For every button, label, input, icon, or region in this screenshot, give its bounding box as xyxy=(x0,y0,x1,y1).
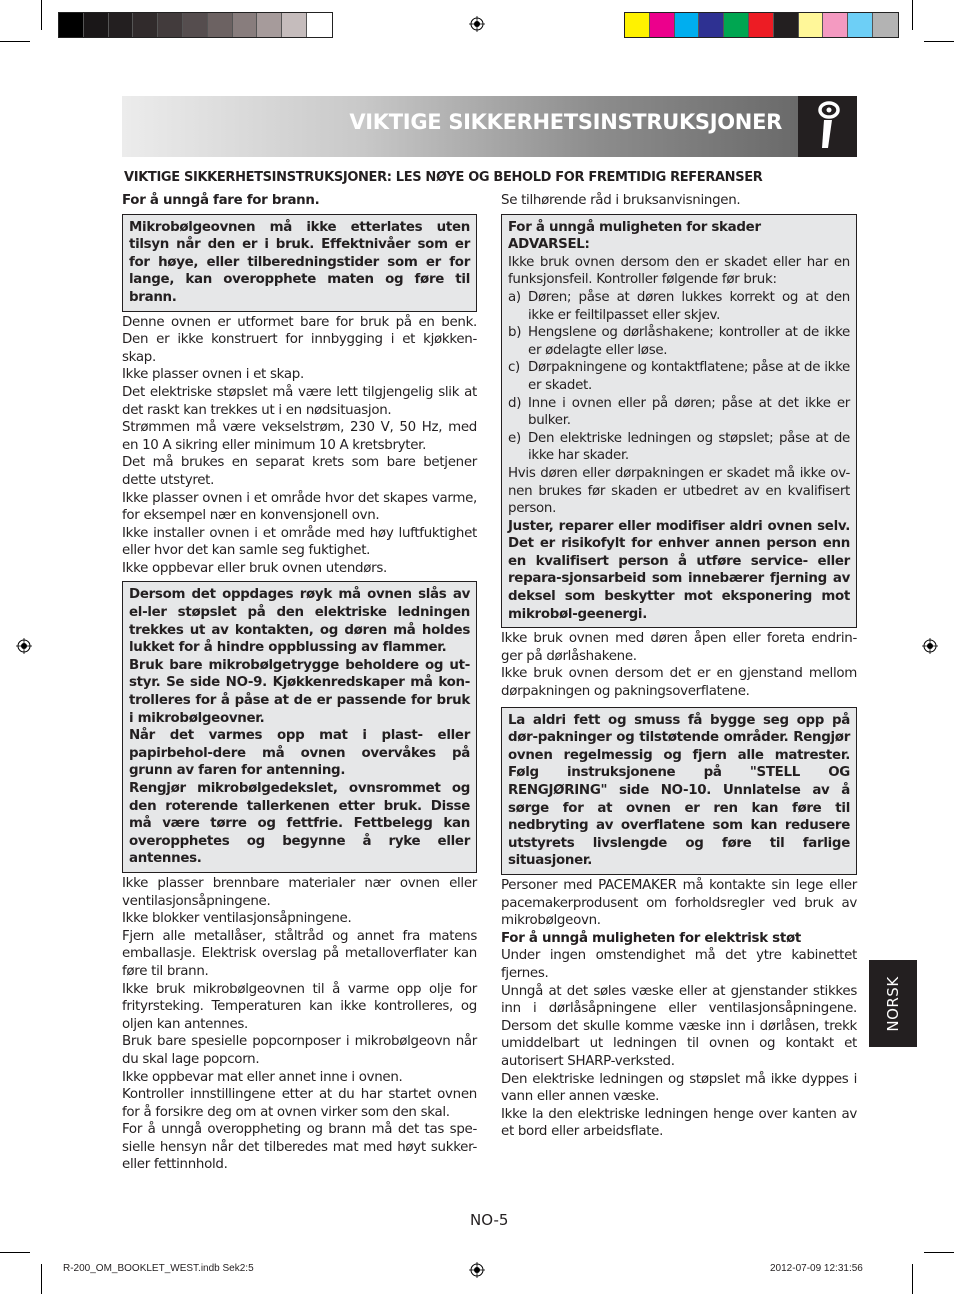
info-i-icon xyxy=(798,96,857,157)
color-swatch xyxy=(823,13,848,37)
paragraph: Ikke bruk mikrobølgeovnen til å varme opp olje for frityrsteking. Temperaturen kan ikke kontrolleres, og oljen kan antennes. xyxy=(122,981,477,1032)
crop-mark xyxy=(41,0,42,30)
paragraph: Strømmen må være vekselstrøm, 230 V, 50 Hz, med en 10 A sikring eller minimum 10 A kretsbryter. xyxy=(122,420,477,453)
fire-heading: For å unngå fare for brann. xyxy=(122,193,320,208)
paragraph: Kontroller innstillingene etter at du har startet ovnen for å forsikre deg om at ovnen virker som den skal. xyxy=(122,1087,477,1120)
paragraph: Ikke oppbevar eller bruk ovnen utendørs. xyxy=(122,560,387,576)
paragraph: Fjern alle metallåser, ståltråd og annet fra matens emballasje. Elektrisk overslag på metalloverflater kan føre til brann. xyxy=(122,928,477,979)
paragraph: Ikke bruk ovnen med døren åpen eller foreta endrin-ger på dørlåshakene. xyxy=(501,631,857,664)
color-swatch xyxy=(307,13,332,37)
list-text: Den elektriske ledningen og støpslet; påse at de ikke har skader. xyxy=(528,430,850,464)
paragraph: Ikke plasser ovnen i et skap. xyxy=(122,367,304,383)
paragraph: Bruk bare spesielle popcornposer i mikrobølgeovn når du skal lage popcorn. xyxy=(122,1034,477,1067)
document-subheading: VIKTIGE SIKKERHETSINSTRUKSJONER: LES NØYE OG BEHOLD FOR FREMTIDIG REFERANSER xyxy=(124,170,763,185)
box-bold-paragraph: Juster, reparer eller modifiser aldri ovnen selv. Det er risikofylt for enhver annen person enn en kvalifisert person å utføre service- eller repara-sjonsarbeid som innebærer fjerning av deksel som beskytter mot eksponering mot mikrobøl-geenergi. xyxy=(508,518,850,622)
list-item xyxy=(508,359,850,394)
list-label: c) xyxy=(508,360,520,376)
paragraph: Ikke blokker ventilasjonsåpningene. xyxy=(122,911,352,927)
color-swatch xyxy=(257,13,282,37)
warning-label: ADVARSEL: xyxy=(508,237,590,253)
color-swatch xyxy=(799,13,824,37)
registration-mark-icon xyxy=(469,1262,485,1278)
crop-mark xyxy=(41,1264,42,1294)
list-label: a) xyxy=(508,289,521,305)
crop-mark xyxy=(912,1264,913,1294)
paragraph: Det elektriske støpslet må være lett tilgjengelig slik at det raskt kan trekkes ut i en nødsituasjon. xyxy=(122,384,477,418)
color-swatch xyxy=(625,13,650,37)
color-swatch xyxy=(749,13,774,37)
color-swatch xyxy=(158,13,183,37)
page-title: VIKTIGE SIKKERHETSINSTRUKSJONER xyxy=(349,110,782,134)
crop-mark xyxy=(924,1252,954,1253)
color-swatch xyxy=(233,13,258,37)
color-swatch xyxy=(133,13,158,37)
color-swatch xyxy=(774,13,799,37)
paragraph: Unngå at det søles væske eller at gjenstander stikkes inn i dørlåsåpningene eller ventilasjonsåpningene. Dersom det skulle komme væske inn i dørlåsen, trekk umiddelbart ut ledningen til ovnen og kontakt et autorisert SHARP-verksted. xyxy=(501,983,857,1069)
box-paragraph: Dersom det oppdages røyk må ovnen slås av el-ler støpslet på den elektriske ledningen trekkes ut av kontakten, og døren må holdes lukket for å hindre oppblussing av flammer. xyxy=(129,587,470,656)
crop-mark xyxy=(924,41,954,42)
list-item xyxy=(508,395,850,430)
list-label: d) xyxy=(508,395,522,411)
registration-mark-icon xyxy=(469,16,485,32)
list-text: Inne i ovnen eller på døren; påse at det ikke er bulker. xyxy=(528,395,850,429)
color-swatch xyxy=(724,13,749,37)
list-item xyxy=(508,430,850,465)
box-paragraph: Når det varmes opp mat i plast- eller papirbehol-dere må ovnen overvåkes på grunn av faren for antenning. xyxy=(129,728,470,779)
color-swatch xyxy=(650,13,675,37)
shock-heading: For å unngå muligheten for elektrisk støt xyxy=(501,930,801,946)
intro-paragraph: Se tilhørende råd i bruksanvisningen. xyxy=(501,193,741,208)
paragraph: Under ingen omstendighet må det ytre kabinettet fjernes. xyxy=(501,948,857,981)
header-bar xyxy=(122,96,798,157)
registration-mark-icon xyxy=(922,638,938,654)
crop-mark xyxy=(0,41,30,42)
color-swatch xyxy=(59,13,84,37)
box-paragraph: Hvis døren eller dørpakningen er skadet må ikke ov-nen brukes før skaden er utbedret av en kvalifisert person. xyxy=(508,465,850,517)
footer-file-info: R-200_OM_BOOKLET_WEST.indb Sek2:5 xyxy=(63,1263,254,1274)
page-number: NO-5 xyxy=(470,1211,509,1229)
color-swatch xyxy=(282,13,307,37)
left-column xyxy=(122,192,477,1174)
paragraph: Ikke installer ovnen i et område med høy luftfuktighet eller hvor det kan samle seg fuktighet. xyxy=(122,525,477,559)
paragraph: Ikke oppbevar mat eller annet inne i ovnen. xyxy=(122,1069,403,1085)
right-column xyxy=(501,192,857,1141)
box-paragraph: Ikke bruk ovnen dersom den er skadet eller har en funksjonsfeil. Kontroller følgende før bruk: xyxy=(508,254,850,288)
registration-mark-icon xyxy=(16,638,32,654)
color-swatch-strip xyxy=(624,12,899,38)
list-label: b) xyxy=(508,325,522,341)
crop-mark xyxy=(0,1252,30,1253)
cleaning-warning-box: La aldri fett og smuss få bygge seg opp på dør-pakninger og tilstøtende områder. Rengjør ovnen regelmessig og fjern alle matrester. Følg instruksjonene på "STELL OG RENGJØRING" side NO-10. Unnlatelse av å sørge for at ovnen er ren kan føre til nedbryting av overflatene som kan redusere utstyrets livslengde og føre til farlige situasjoner. xyxy=(501,707,857,875)
color-swatch xyxy=(84,13,109,37)
color-swatch xyxy=(699,13,724,37)
damage-warning-box xyxy=(501,214,857,629)
list-text: Døren; påse at døren lukkes korrekt og at den ikke er feiltilpasset eller skjev. xyxy=(528,289,850,323)
color-swatch xyxy=(183,13,208,37)
paragraph: Ikke plasser ovnen i et område hvor det skapes varme, for eksempel nær en konvensjonell ovn. xyxy=(122,490,477,524)
box-paragraph: Bruk bare mikrobølgetrygge beholdere og ut-styr. Se side NO-9. Kjøkkenredskaper må kon-trolleres for å påse at de er passende for bruk i mikrobølgeovner. xyxy=(129,657,470,726)
paragraph: Det må brukes en separat krets som bare betjener dette utstyret. xyxy=(122,455,477,488)
paragraph: Ikke bruk ovnen dersom det er en gjenstand mellom dørpakningen og pakningsoverflatene. xyxy=(501,666,857,700)
color-swatch xyxy=(109,13,134,37)
paragraph: Ikke la den elektriske ledningen henge over kanten av et bord eller arbeidsflate. xyxy=(501,1106,857,1140)
paragraph: Ikke plasser brennbare materialer nær ovnen eller ventilasjonsåpningene. xyxy=(122,875,477,909)
gray-swatch-strip xyxy=(58,12,333,38)
fire-warning-box: Mikrobølgeovnen må ikke etterlates uten tilsyn når den er i bruk. Effektnivåer som er for høye, eller tilberedningstider som er for lange, kan overopphete maten og føre til brann. xyxy=(122,214,477,312)
color-swatch xyxy=(675,13,700,37)
box-paragraph: Rengjør mikrobølgedekslet, ovnsrommet og den roterende tallerkenen etter bruk. Disse må være tørre og fettfrie. Fettbelegg kan overopphetes og begynne å ryke eller antennes. xyxy=(129,781,470,867)
pacemaker-paragraph: Personer med PACEMAKER må kontakte sin lege eller pacemakerprodusent om forholdsregler ved bruk av mikrobølgeovn. xyxy=(501,877,857,929)
list-item xyxy=(508,289,850,324)
color-swatch xyxy=(208,13,233,37)
list-text: Hengslene og dørlåshakene; kontroller at de ikke er ødelagte eller løse. xyxy=(528,325,850,358)
smoke-warning-box xyxy=(122,581,477,873)
color-swatch xyxy=(848,13,873,37)
paragraph: Denne ovnen er utformet bare for bruk på en benk. Den er ikke konstruert for innbygging i et kjøkken-skap. xyxy=(122,314,477,365)
paragraph: Den elektriske ledningen og støpslet må ikke dyppes i vann eller annen væske. xyxy=(501,1071,857,1105)
damage-heading: For å unngå muligheten for skader xyxy=(508,219,761,235)
language-tab xyxy=(869,960,917,1047)
list-item xyxy=(508,324,850,359)
list-label: e) xyxy=(508,430,521,446)
footer-timestamp: 2012-07-09 12:31:56 xyxy=(770,1263,863,1274)
crop-mark xyxy=(912,0,913,30)
language-tab-label: NORSK xyxy=(884,975,902,1032)
paragraph: For å unngå overoppheting og brann må det tas spe-sielle hensyn når det tilberedes mat med høyt sukker-eller fettinnhold. xyxy=(122,1122,477,1173)
list-text: Dørpakningene og kontaktflatene; påse at de ikke er skadet. xyxy=(528,360,850,393)
color-swatch xyxy=(873,13,898,37)
